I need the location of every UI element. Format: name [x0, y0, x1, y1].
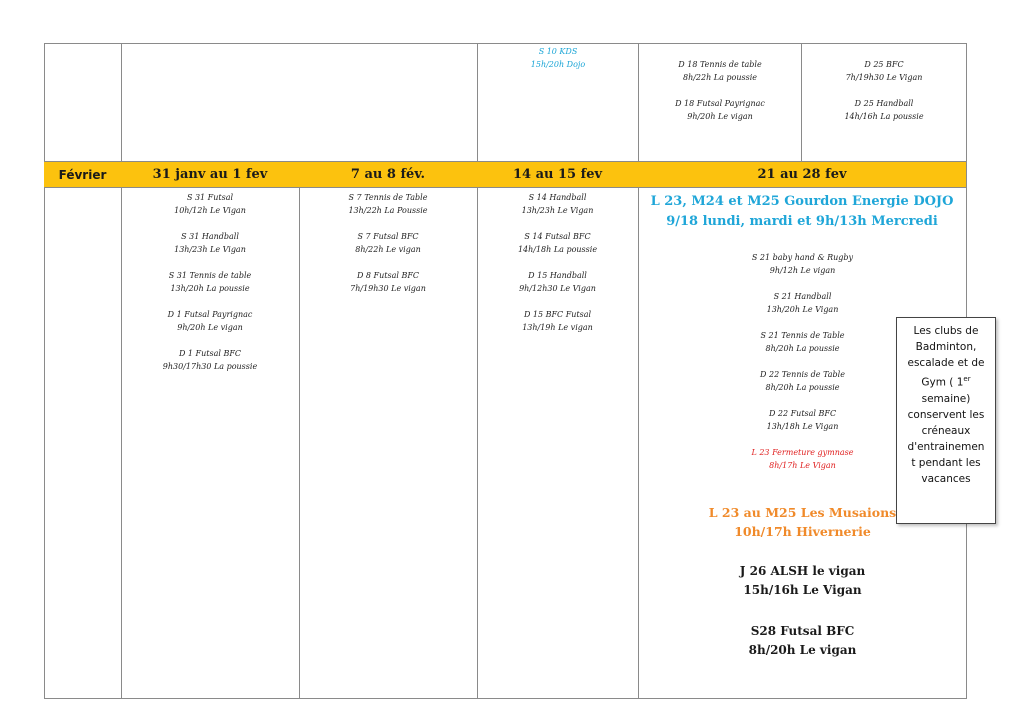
- event-time: 8h/22h Le vigan: [355, 245, 421, 254]
- week1-events: [121, 191, 299, 386]
- event-title: S 7 Futsal BFC: [357, 232, 419, 241]
- highlight-time: 9/18 lundi, mardi et 9h/13h Mercredi: [666, 214, 938, 229]
- event-entry: [299, 230, 477, 256]
- event-title: S 21 Tennis de Table: [760, 331, 845, 340]
- event-title: L 23 Fermeture gymnase: [751, 448, 854, 457]
- event-entry: [700, 329, 905, 355]
- event-time: 13h/18h Le Vigan: [766, 422, 839, 431]
- event-time: 9h/20h Le vigan: [687, 112, 753, 121]
- table-left-border: [44, 43, 45, 699]
- event-title: S 7 Tennis de Table: [348, 193, 428, 202]
- event-title: D 1 Futsal BFC: [178, 349, 242, 358]
- week4-events: [700, 251, 905, 485]
- note-line: t pendant les: [911, 456, 981, 469]
- event-entry: [802, 58, 966, 84]
- event-time: 13h/20h La poussie: [170, 284, 250, 293]
- highlight-title: L 23, M24 et M25 Gourdon Energie DOJO: [650, 194, 954, 209]
- event-title: S 31 Handball: [181, 232, 239, 241]
- week2-events: [299, 191, 477, 308]
- event-entry: [700, 290, 905, 316]
- event-title: S 21 Handball: [773, 292, 832, 301]
- event-title: J 26 ALSH le vigan: [739, 564, 866, 578]
- musaions-highlight: [700, 503, 905, 541]
- event-title: D 25 BFC: [864, 60, 904, 69]
- top-events-week4b: [802, 58, 966, 136]
- note-line: Les clubs de: [913, 325, 979, 337]
- top-events-week4a: [639, 58, 801, 136]
- event-title: S 21 baby hand & Rugby: [751, 253, 854, 262]
- gourdon-energie-highlight: [638, 192, 966, 232]
- event-entry: [121, 347, 299, 373]
- col-divider-4: [638, 43, 639, 699]
- week-header-1: 31 janv au 1 fev: [152, 167, 268, 182]
- clubs-note-box: [896, 317, 996, 524]
- event-title: S 10 KDS: [538, 47, 578, 56]
- note-line: vacances: [921, 472, 971, 485]
- event-title: S 31 Futsal: [186, 193, 234, 202]
- event-time: 14h/16h La poussie: [844, 112, 924, 121]
- event-time: 9h30/17h30 La poussie: [162, 362, 258, 371]
- event-time: 15h/20h Dojo: [530, 60, 586, 69]
- week-header-2: 7 au 8 fév.: [350, 167, 426, 182]
- event-title: S28 Futsal BFC: [750, 624, 855, 638]
- event-title: D 15 Handball: [528, 271, 587, 280]
- event-title: D 22 Tennis de Table: [760, 370, 845, 379]
- note-line: Badminton,: [915, 341, 977, 353]
- event-entry: [802, 97, 966, 123]
- event-time: 9h/12h Le vigan: [769, 266, 836, 275]
- event-time: 9h/20h Le vigan: [177, 323, 243, 332]
- event-entry: [121, 230, 299, 256]
- event-time: 8h/20h La poussie: [765, 383, 840, 392]
- note-line-text: Gym ( 1: [921, 376, 964, 389]
- gym-closure-entry: [700, 446, 905, 472]
- event-entry: [639, 58, 801, 84]
- event-title: D 1 Futsal Payrignac: [167, 310, 253, 319]
- event-entry: [639, 97, 801, 123]
- col-divider-3: [477, 43, 478, 699]
- event-title: S 31 Tennis de table: [168, 271, 252, 280]
- event-time: 13h/19h Le vigan: [522, 323, 593, 332]
- event-time: 15h/16h Le Vigan: [743, 583, 862, 597]
- event-time: 7h/19h30 Le Vigan: [845, 73, 923, 82]
- month-label: Février: [58, 168, 107, 182]
- event-title: D 18 Tennis de table: [678, 60, 762, 69]
- note-line: semaine): [921, 392, 971, 405]
- note-line: [897, 371, 995, 391]
- event-entry: [121, 191, 299, 217]
- note-line: escalade et de: [907, 357, 985, 369]
- note-line: conservent les: [907, 408, 985, 421]
- event-entry: [299, 191, 477, 217]
- event-entry: [700, 368, 905, 394]
- week-header-4: 21 au 28 fev: [757, 167, 847, 182]
- event-time: 13h/20h Le Vigan: [766, 305, 839, 314]
- event-title: D 15 BFC Futsal: [523, 310, 592, 319]
- event-entry: [700, 251, 905, 277]
- event-title: S 14 Handball: [528, 193, 587, 202]
- event-entry: [700, 407, 905, 433]
- event-entry: [121, 308, 299, 334]
- note-line: créneaux: [921, 424, 971, 437]
- event-time: 8h/22h La poussie: [682, 73, 758, 82]
- alsh-entry: [700, 562, 905, 600]
- event-time: 13h/23h Le Vigan: [174, 245, 246, 254]
- event-time: 13h/22h La Poussie: [348, 206, 428, 215]
- week3-events: [477, 191, 638, 347]
- event-time: 9h/12h30 Le Vigan: [519, 284, 596, 293]
- highlight-title: L 23 au M25 Les Musaions: [708, 505, 897, 520]
- event-time: 8h/20h La poussie: [765, 344, 840, 353]
- top-events-week3: [478, 45, 638, 84]
- event-entry: [121, 269, 299, 295]
- event-entry: [477, 308, 638, 334]
- event-title: D 8 Futsal BFC: [356, 271, 420, 280]
- event-time: 7h/19h30 Le vigan: [350, 284, 426, 293]
- table-top-border: [44, 43, 966, 44]
- event-time: 8h/20h Le vigan: [748, 643, 857, 657]
- event-time: 8h/17h Le Vigan: [769, 461, 836, 470]
- event-entry: [477, 191, 638, 217]
- event-entry: [478, 45, 638, 71]
- event-entry: [477, 269, 638, 295]
- week-header-3: 14 au 15 fev: [512, 167, 603, 182]
- event-title: D 18 Futsal Payrignac: [675, 99, 765, 108]
- event-title: D 25 Handball: [854, 99, 914, 108]
- event-entry: [299, 269, 477, 295]
- note-superscript: er: [963, 375, 971, 383]
- highlight-time: 10h/17h Hivernerie: [734, 524, 871, 539]
- event-time: 14h/18h La poussie: [517, 245, 598, 254]
- event-entry: [477, 230, 638, 256]
- event-time: 10h/12h Le Vigan: [174, 206, 246, 215]
- event-time: 13h/23h Le Vigan: [521, 206, 594, 215]
- event-title: D 22 Futsal BFC: [768, 409, 837, 418]
- event-title: S 14 Futsal BFC: [524, 232, 591, 241]
- table-bottom-border: [44, 698, 966, 699]
- futsal-bfc-entry: [700, 622, 905, 660]
- note-line: d'entrainemen: [907, 440, 985, 453]
